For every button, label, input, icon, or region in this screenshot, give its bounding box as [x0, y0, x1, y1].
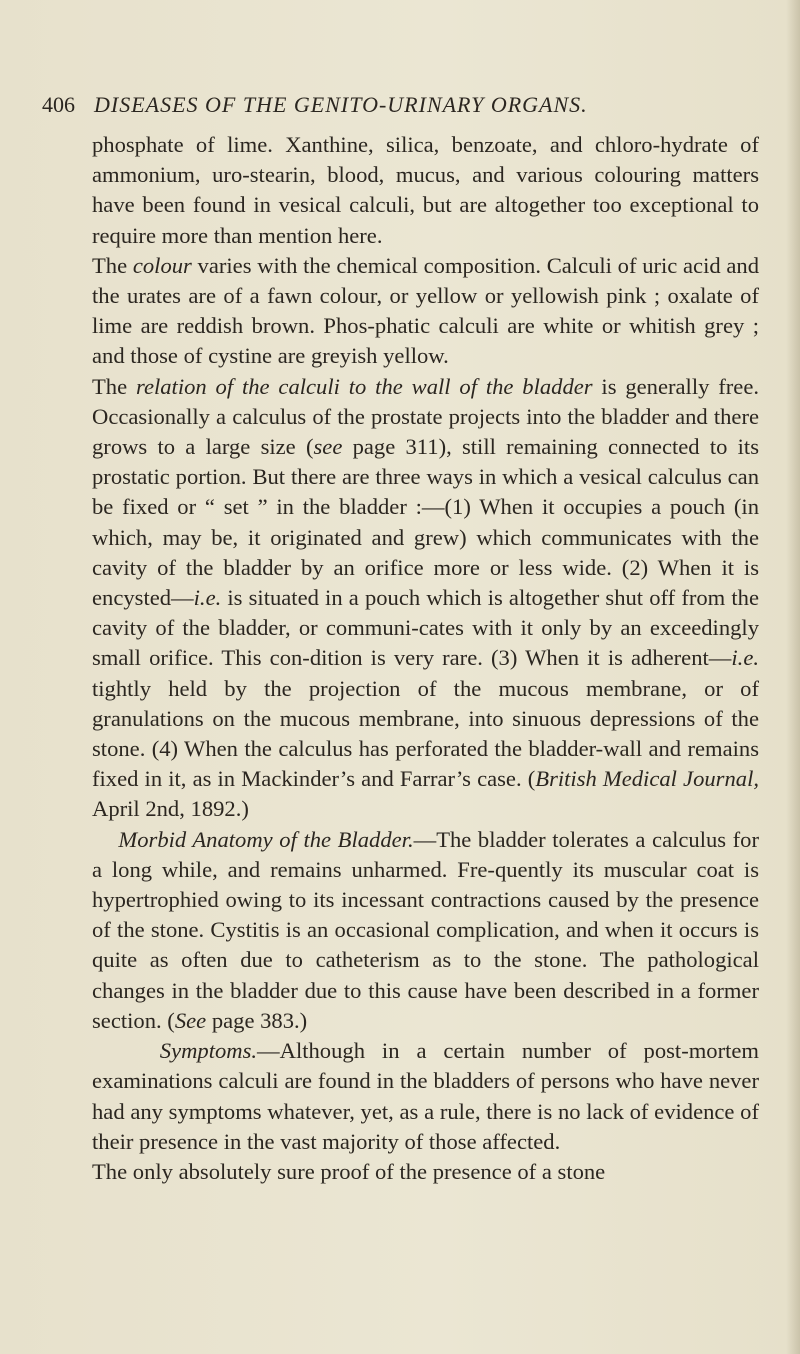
paragraph-last: The only absolutely sure proof of the presence of a stone — [92, 1158, 606, 1184]
page-number: 406 — [42, 92, 75, 117]
body-text — [92, 130, 759, 1187]
running-title: DISEASES OF THE GENITO-URINARY ORGANS. — [94, 92, 588, 117]
term-relation: relation of the calculi to the wall of the bladder — [135, 373, 593, 399]
term-colour: colour — [132, 252, 192, 278]
paragraph-symptoms: Symptoms.—Although in a certain number of post-mortem examinations calculi are found in the bladders of persons who have never had any symptoms whatever, yet, as a rule, there is no lack of evidence of their presence in the vast majority of those affected. — [92, 1038, 760, 1154]
paragraph-morbid-anatomy: Morbid Anatomy of the Bladder.—The bladder tolerates a calculus for a long while, and remains unharmed. Fre-quently its muscular coat is hypertrophied owing to its incessant contractions caused by the presence of the stone. Cystitis is an occasional complication, and when it occurs is quite as often due to catheterism as to the stone. The pathological changes in the bladder due to this cause have been described in a former section. (See page 383.) — [92, 826, 760, 1033]
paragraph-1: phosphate of lime. Xanthine, silica, benzoate, and chloro-hydrate of ammonium, uro-stearin, blood, mucus, and various colouring matters have been found in vesical calculi, but are altogether too exceptional to require more than mention here. — [92, 132, 759, 248]
citation-journal: British Medical Journal, — [535, 766, 759, 792]
paragraph-relation: The relation of the calculi to the wall of the bladder is generally free. Occasionally a calculus of the prostate projects into the bladder and there grows to a large size (see page 311), still remaining connected to its prostatic portion. But there are three ways in which a vesical calculus can be fixed or “ set ” in the bladder :—(1) When it occupies a pouch (in which, may be, it originated and grew) which communicates with the cavity of the bladder by an orifice more or less wide. (2) When it is encysted—i.e. is situated in a pouch which is altogether shut off from the cavity of the bladder, or communi-cates with it only by an exceedingly small orifice. This con-dition is very rare. (3) When it is adherent—i.e. tightly held by the projection of the mucous membrane, or of granulations on the mucous membrane, into sinuous depressions of the stone. (4) When the calculus has perforated the bladder-wall and remains fixed in it, as in Mackinder’s and Farrar’s case. (British Medical Journal, April 2nd, 1892.) — [92, 373, 760, 822]
running-header — [42, 92, 742, 118]
page-edge-shadow — [786, 0, 800, 1354]
paragraph-colour: The colour varies with the chemical composition. Calculi of uric acid and the urates are of a fawn colour, or yellow or yellowish pink ; oxalate of lime are reddish brown. Phos-phatic calculi are white or whitish grey ; and those of cystine are greyish yellow. — [92, 252, 759, 369]
heading-symptoms: Symptoms. — [159, 1038, 258, 1064]
heading-morbid-anatomy: Morbid Anatomy of the Bladder. — [118, 826, 414, 852]
